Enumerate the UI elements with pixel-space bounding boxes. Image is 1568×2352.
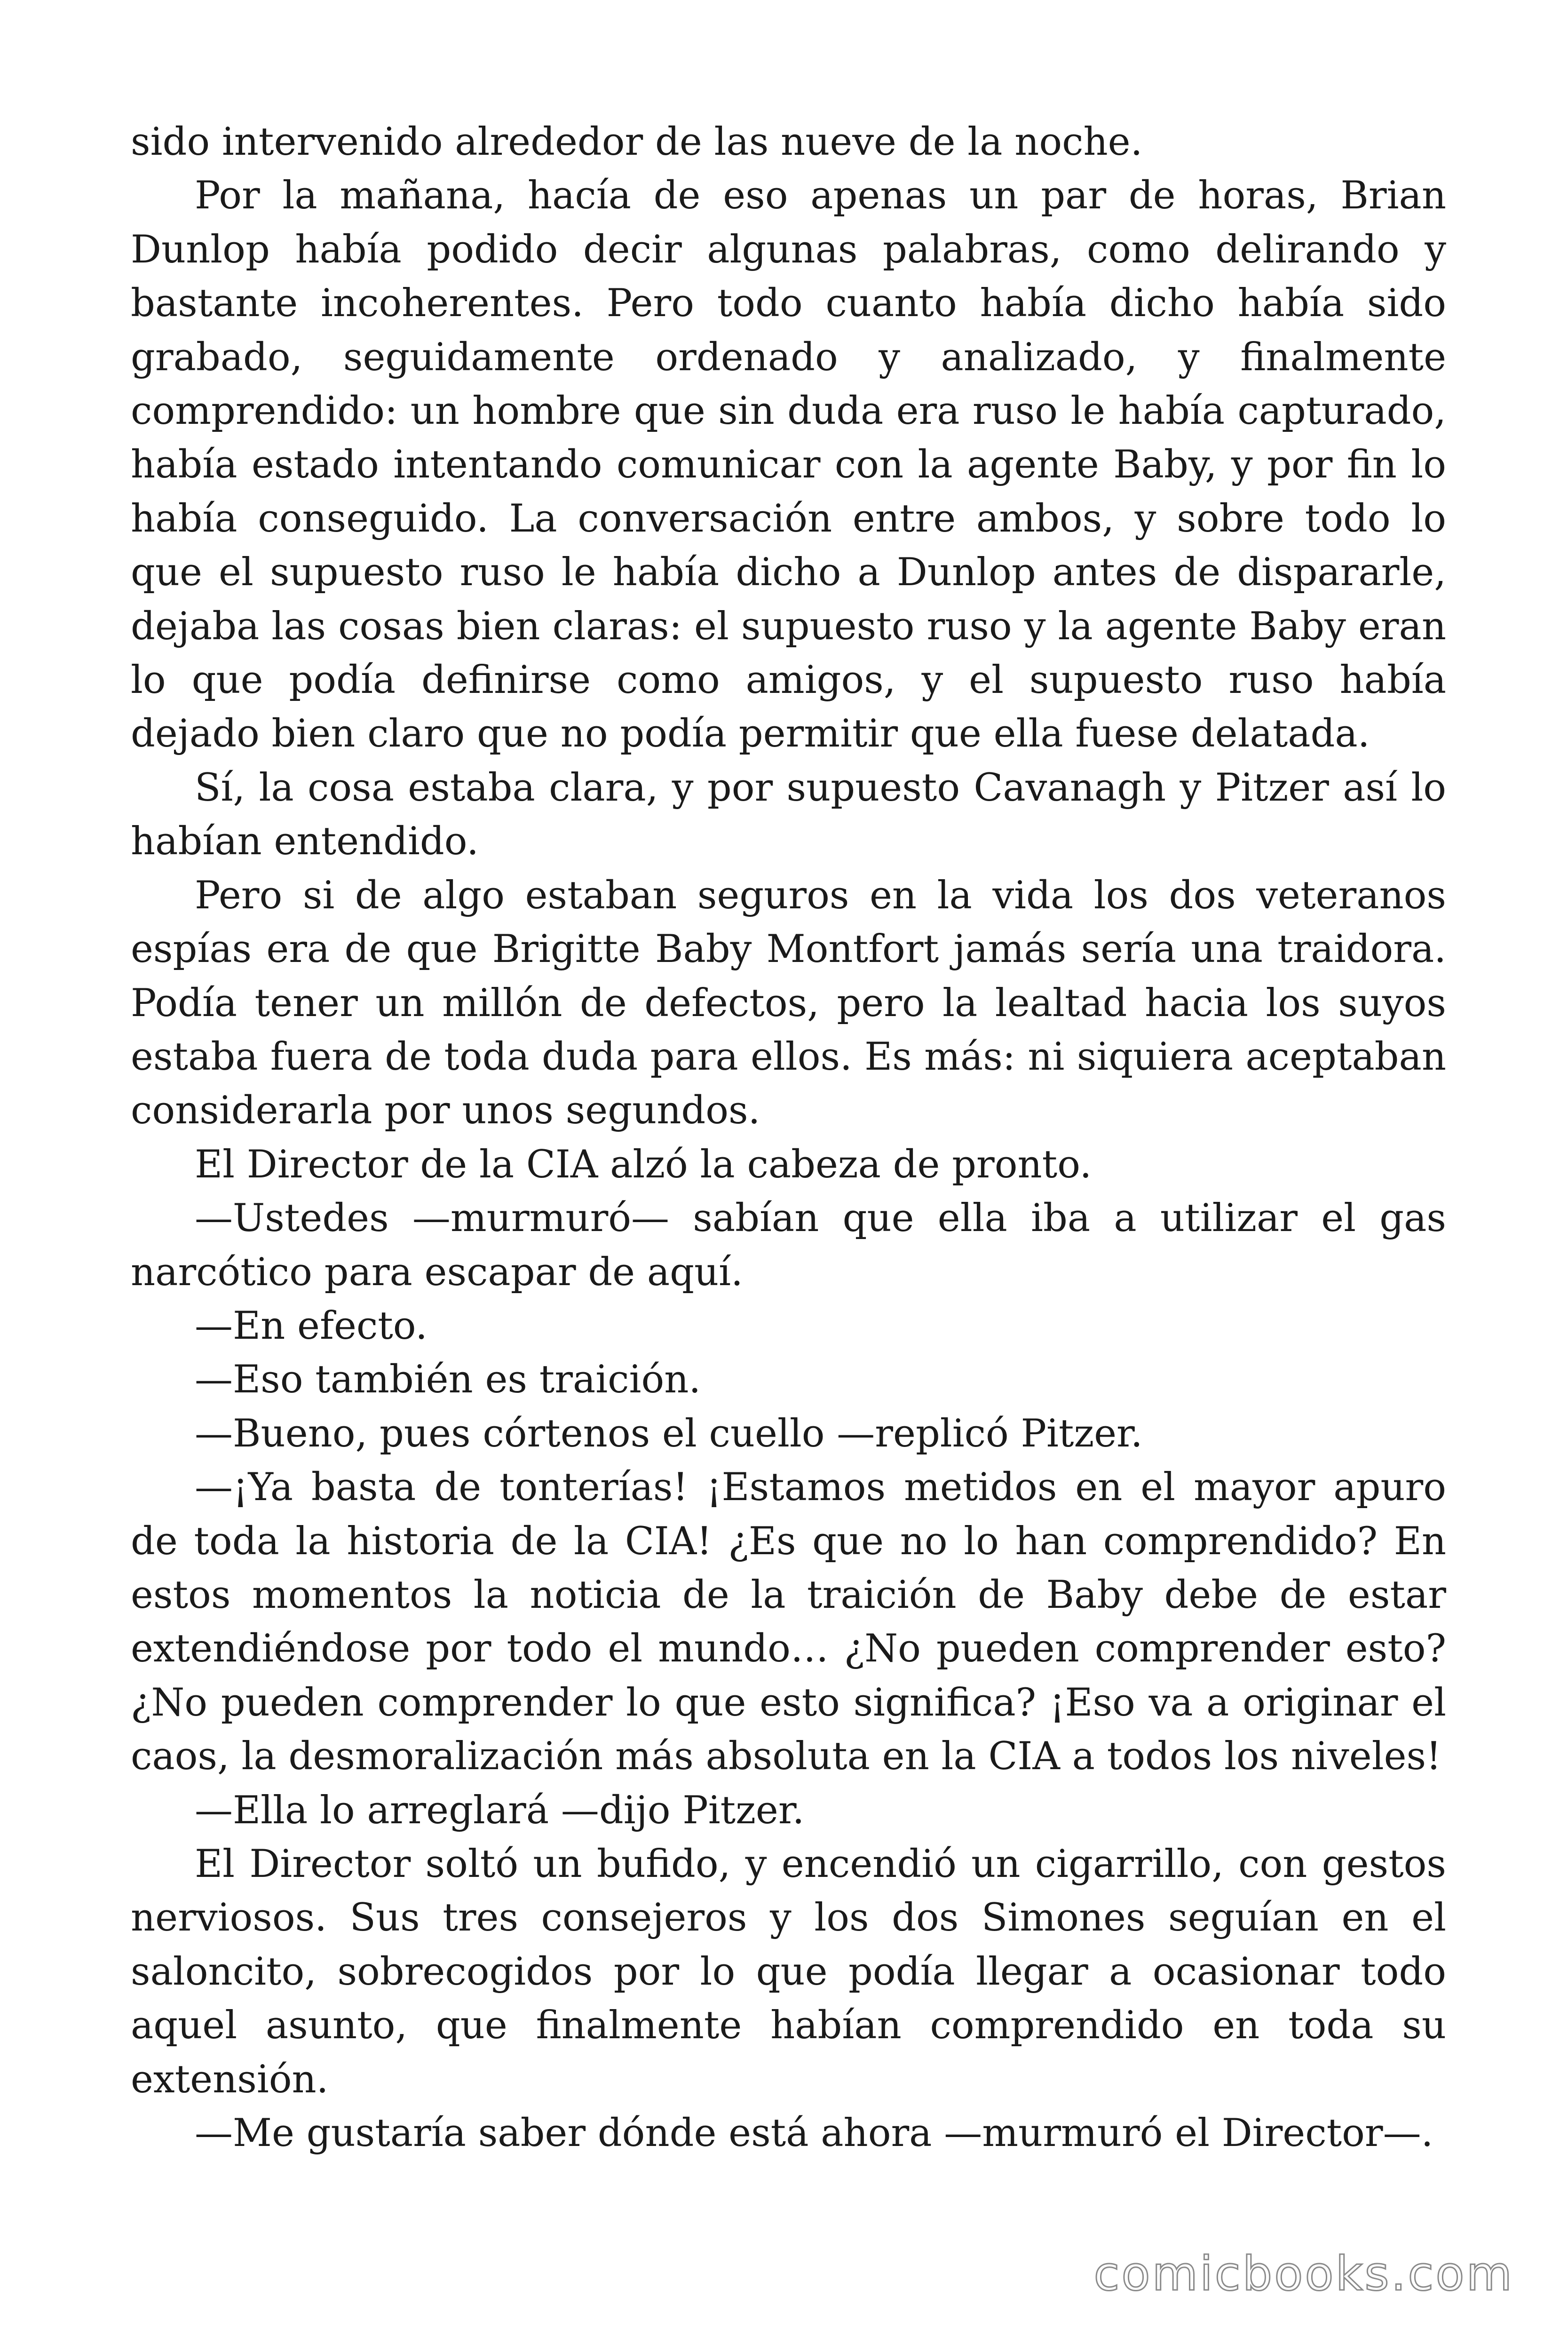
dialogue-line: —Ustedes —murmuró— sabían que ella iba a utilizar el gas narcótico para escapar de aquí. xyxy=(131,1196,1446,1295)
paragraph: Por la mañana, hacía de eso apenas un par de horas, Brian Dunlop había podido decir algunas palabras, como delirando y bastante incoherentes. Pero todo cuanto había dicho había sido grabado, seguidamente ordenado y analizado, y finalmente comprendido: un hombre que sin duda era ruso le había capturado, había estado intentando comunicar con la agente Baby, y por fin lo había conseguido. La conversación entre ambos, y sobre todo lo que el supuesto ruso le había dicho a Dunlop antes de dispararle, dejaba las cosas bien claras: el supuesto ruso y la agente Baby eran lo que podía definirse como amigos, y el supuesto ruso había dejado bien claro que no podía permitir que ella fuese delatada. xyxy=(131,174,1446,756)
paragraph: El Director de la CIA alzó la cabeza de pronto. xyxy=(195,1142,1092,1187)
dialogue-line: —En efecto. xyxy=(195,1303,428,1348)
dialogue-line: —Eso también es traición. xyxy=(195,1358,701,1402)
dialogue-line: —Me gustaría saber dónde está ahora —murmuró el Director—. xyxy=(195,2111,1433,2156)
paragraph: sido intervenido alrededor de las nueve de la noche. xyxy=(131,120,1143,164)
watermark: comicbooks.com xyxy=(1093,2246,1514,2301)
paragraph: El Director soltó un bufido, y encendió un cigarrillo, con gestos nerviosos. Sus tres consejeros y los dos Simones seguían en el saloncito, sobrecogidos por lo que podía llegar a ocasionar todo aquel asunto, que finalmente habían comprendido en toda su extensión. xyxy=(131,1842,1446,2102)
dialogue-line: —Ella lo arreglará —dijo Pitzer. xyxy=(195,1788,805,1833)
page-body xyxy=(131,115,1446,2160)
dialogue-line: —¡Ya basta de tonterías! ¡Estamos metidos en el mayor apuro de toda la historia de la CIA! ¿Es que no lo han comprendido? En estos momentos la noticia de la traición de Baby debe de estar extendiéndose por todo el mundo… ¿No pueden comprender esto? ¿No pueden comprender lo que esto significa? ¡Eso va a originar el caos, la desmoralización más absoluta en la CIA a todos los niveles! xyxy=(131,1465,1446,1779)
paragraph: Pero si de algo estaban seguros en la vida los dos veteranos espías era de que Brigitte Baby Montfort jamás sería una traidora. Podía tener un millón de defectos, pero la lealtad hacia los suyos estaba fuera de toda duda para ellos. Es más: ni siquiera aceptaban considerarla por unos segundos. xyxy=(131,873,1446,1133)
dialogue-line: —Bueno, pues córtenos el cuello —replicó Pitzer. xyxy=(195,1411,1143,1456)
paragraph: Sí, la cosa estaba clara, y por supuesto Cavanagh y Pitzer así lo habían entendido. xyxy=(131,765,1446,864)
